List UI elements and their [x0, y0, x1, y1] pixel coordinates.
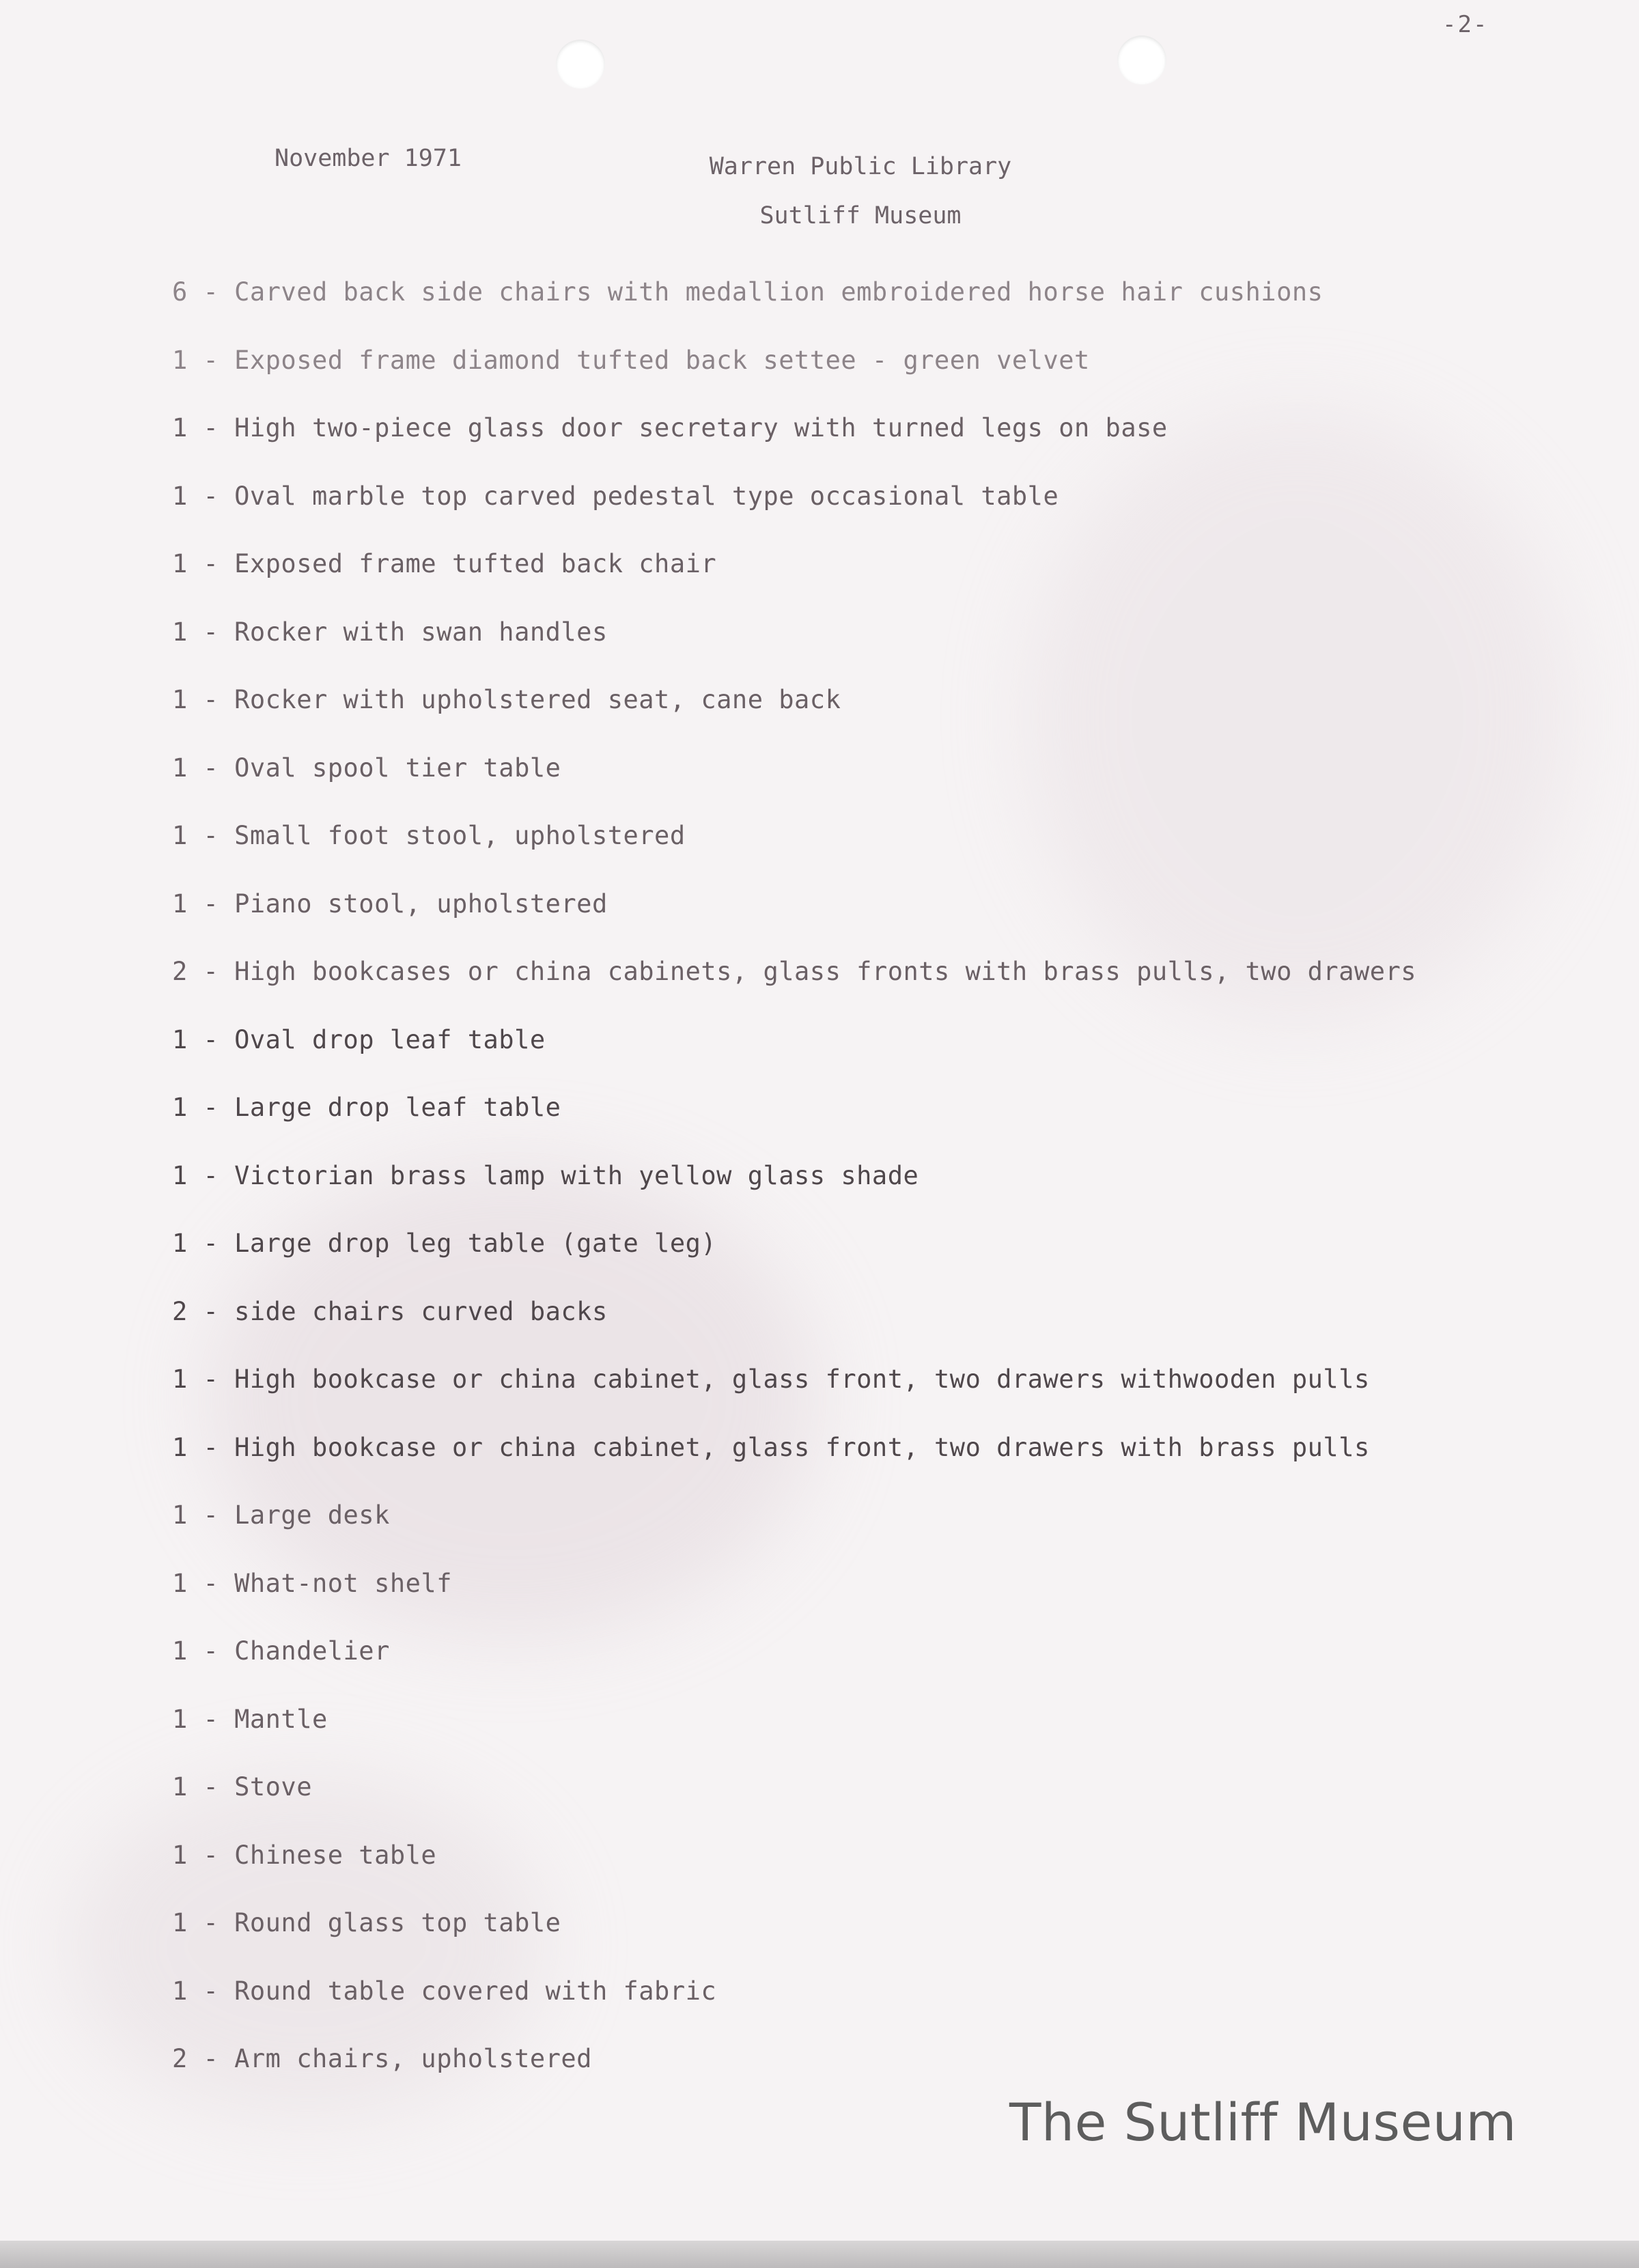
list-item: 1 - High bookcase or china cabinet, glass front, two drawers with brass pulls: [172, 1432, 1370, 1462]
list-item: 2 - Arm chairs, upholstered: [172, 2044, 592, 2073]
list-item: 1 - Round table covered with fabric: [172, 1976, 717, 2006]
organization-name: Warren Public Library: [709, 153, 1012, 180]
list-item: 1 - Oval marble top carved pedestal type occasional table: [172, 481, 1059, 511]
list-item: 1 - Rocker with upholstered seat, cane back: [172, 685, 841, 714]
list-item: 1 - Round glass top table: [172, 1908, 561, 1937]
inventory-list: [172, 275, 1416, 2110]
list-item: 1 - High two-piece glass door secretary with turned legs on base: [172, 413, 1168, 443]
punch-hole-left: [556, 40, 605, 89]
punch-hole-right: [1117, 36, 1166, 85]
paper-bottom-edge: [0, 2241, 1639, 2268]
list-item: 1 - Large drop leg table (gate leg): [172, 1229, 717, 1258]
list-item: 1 - Small foot stool, upholstered: [172, 821, 686, 850]
list-item: 1 - Piano stool, upholstered: [172, 888, 608, 919]
museum-name: Sutliff Museum: [759, 202, 962, 229]
list-item: 1 - Mantle: [172, 1704, 328, 1734]
list-item: 1 - Exposed frame tufted back chair: [172, 549, 717, 578]
list-item: 1 - What-not shelf: [172, 1568, 452, 1598]
museum-watermark: The Sutliff Museum: [1009, 2092, 1517, 2153]
list-item: 2 - High bookcases or china cabinets, glass fronts with brass pulls, two drawers: [172, 957, 1417, 986]
list-item: 2 - side chairs curved backs: [172, 1296, 608, 1326]
list-item: 1 - Large drop leaf table: [172, 1093, 561, 1122]
list-item: 1 - High bookcase or china cabinet, glass front, two drawers withwooden pulls: [172, 1364, 1370, 1394]
list-item: 1 - Victorian brass lamp with yellow glass shade: [172, 1160, 919, 1190]
document-date: November 1971: [275, 145, 462, 172]
list-item: 1 - Large desk: [172, 1500, 390, 1530]
list-item: 1 - Stove: [172, 1772, 312, 1802]
list-item: 1 - Oval drop leaf table: [172, 1024, 546, 1054]
list-item: 1 - Oval spool tier table: [172, 753, 561, 783]
list-item: 6 - Carved back side chairs with medallion embroidered horse hair cushions: [172, 277, 1323, 307]
list-item: 1 - Chandelier: [172, 1636, 390, 1666]
document-header-organization: [697, 142, 1024, 240]
page-number: -2-: [1442, 11, 1489, 38]
list-item: 1 - Exposed frame diamond tufted back settee - green velvet: [172, 345, 1090, 375]
list-item: 1 - Rocker with swan handles: [172, 617, 608, 647]
list-item: 1 - Chinese table: [172, 1840, 437, 1870]
